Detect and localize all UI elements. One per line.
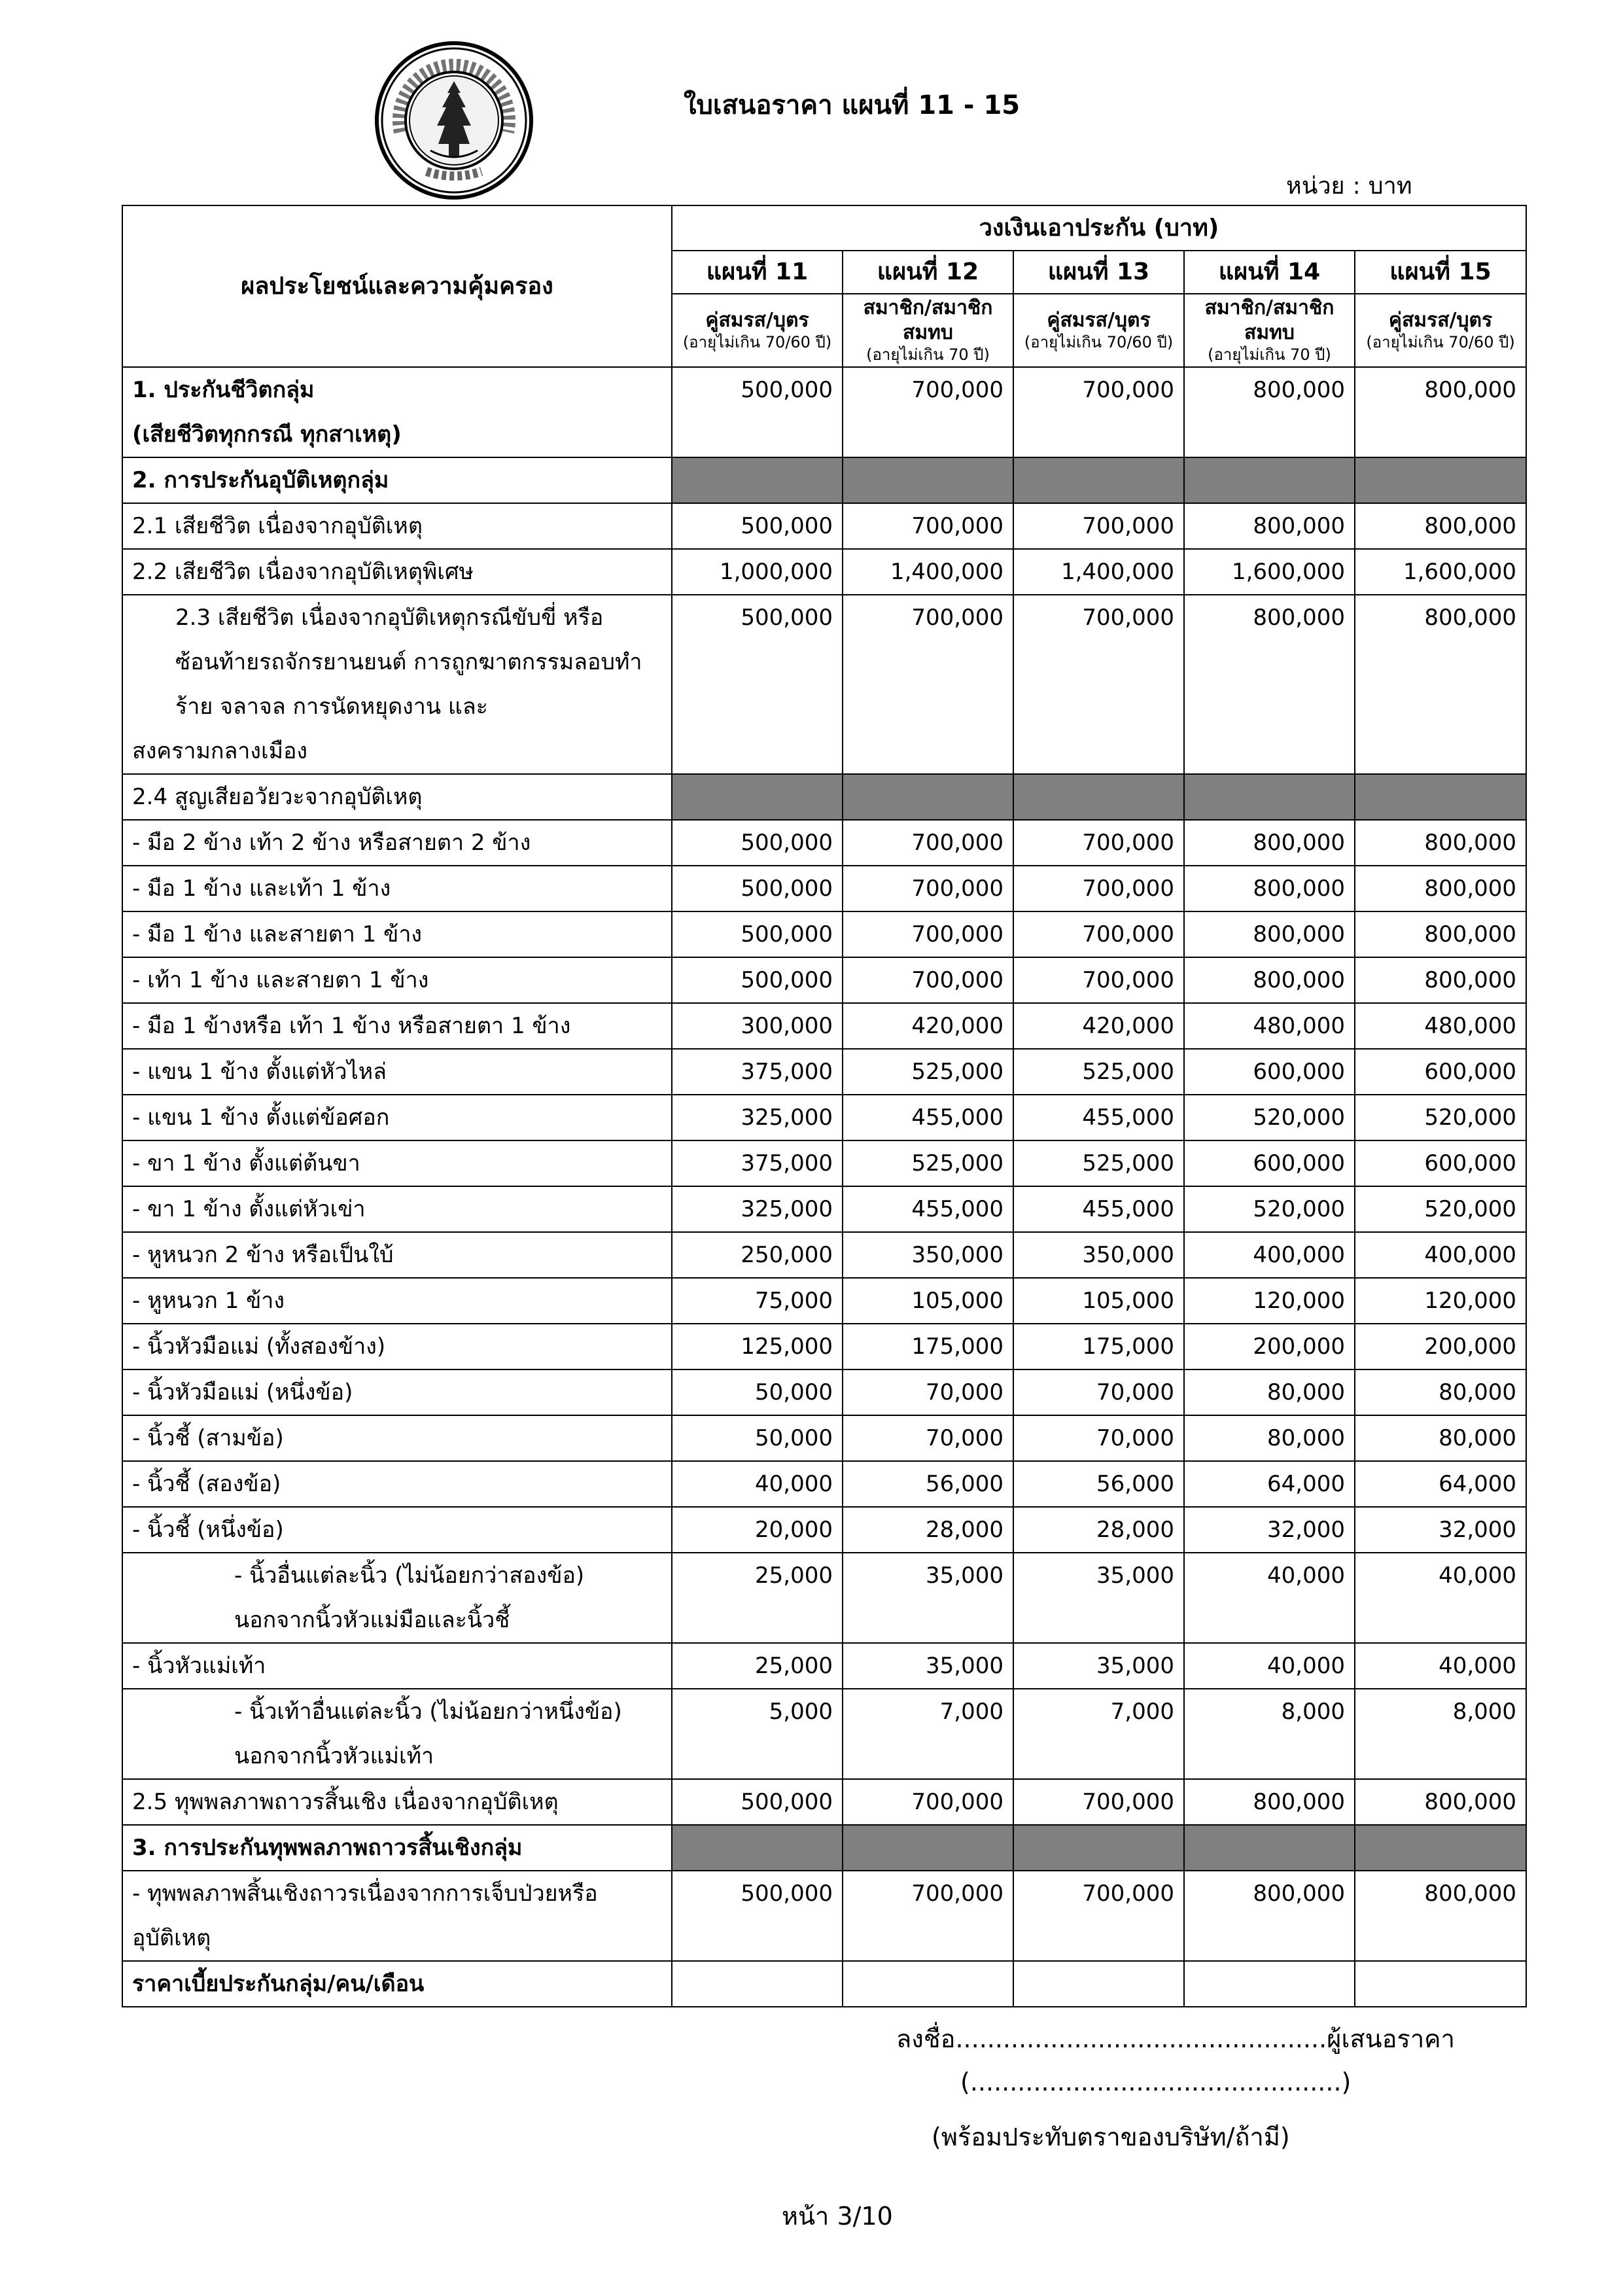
shaded-cell (843, 1825, 1013, 1871)
sum-insured-cell: 800,000 (1355, 503, 1526, 549)
sum-insured-cell: 480,000 (1355, 1003, 1526, 1049)
table-row (122, 1186, 1526, 1232)
benefit-label-line: อุบัติเหตุ (132, 1925, 211, 1952)
sum-insured-cell: 175,000 (843, 1324, 1013, 1369)
premium-cell (1184, 1961, 1355, 2007)
sum-insured-cell: 325,000 (672, 1095, 843, 1140)
table-row (122, 1961, 1526, 2007)
sum-insured-cell: 70,000 (843, 1415, 1013, 1461)
sum-insured-cell: 800,000 (1184, 820, 1355, 866)
benefit-label-line: - นิ้วชี้ (หนึ่งข้อ) (132, 1517, 284, 1544)
sum-insured-cell: 420,000 (1013, 1003, 1184, 1049)
sum-insured-cell: 800,000 (1184, 957, 1355, 1003)
benefit-label (122, 820, 672, 866)
sum-insured-cell: 35,000 (1013, 1553, 1184, 1643)
benefit-label (122, 1461, 672, 1507)
sum-insured-cell: 35,000 (843, 1643, 1013, 1689)
benefit-label-line: ซ้อนท้ายรถจักรยานยนต์ การถูกฆาตกรรมลอบทำ (175, 649, 642, 676)
benefit-label-line: 3. การประกันทุพพลภาพถาวรสิ้นเชิงกลุ่ม (132, 1835, 523, 1862)
sum-insured-cell: 125,000 (672, 1324, 843, 1369)
benefit-label-line: ร้าย จลาจล การนัดหยุดงาน และสงครามกลางเมือง (132, 694, 488, 765)
sum-insured-cell: 700,000 (1013, 957, 1184, 1003)
benefit-label (122, 911, 672, 957)
sum-insured-cell: 105,000 (1013, 1278, 1184, 1324)
sum-insured-cell: 120,000 (1184, 1278, 1355, 1324)
shaded-cell (1355, 774, 1526, 820)
shaded-cell (1355, 457, 1526, 503)
benefit-label (122, 957, 672, 1003)
sum-insured-cell: 700,000 (1013, 820, 1184, 866)
benefit-label-line: 2.4 สูญเสียอวัยวะจากอุบัติเหตุ (132, 784, 423, 811)
sum-insured-cell: 40,000 (1355, 1553, 1526, 1643)
benefit-label (122, 457, 672, 503)
benefit-label-line: - เท้า 1 ข้าง และสายตา 1 ข้าง (132, 967, 429, 994)
shaded-cell (843, 457, 1013, 503)
benefit-label-line: - นิ้วหัวมือแม่ (หนึ่งข้อ) (132, 1379, 353, 1406)
sum-insured-cell: 1,600,000 (1355, 549, 1526, 595)
benefit-label (122, 1507, 672, 1553)
table-row (122, 1140, 1526, 1186)
benefit-label (122, 1324, 672, 1369)
benefit-label-line: - มือ 1 ข้าง และเท้า 1 ข้าง (132, 875, 391, 902)
table-row (122, 1461, 1526, 1507)
table-row (122, 1689, 1526, 1779)
sum-insured-cell: 400,000 (1355, 1232, 1526, 1278)
table-row (122, 549, 1526, 595)
sum-insured-cell: 520,000 (1184, 1095, 1355, 1140)
sum-insured-cell: 500,000 (672, 866, 843, 911)
shaded-cell (1013, 1825, 1184, 1871)
benefit-label-line: - นิ้วชี้ (สามข้อ) (132, 1425, 284, 1452)
signature-line: ลงชื่อ...............................................ผู้เสนอราคา (896, 2024, 1455, 2053)
benefit-label-line: ราคาเบี้ยประกันกลุ่ม/คน/เดือน (132, 1971, 425, 1998)
sum-insured-cell: 800,000 (1355, 595, 1526, 774)
sum-insured-cell: 520,000 (1355, 1186, 1526, 1232)
sum-insured-cell: 32,000 (1355, 1507, 1526, 1553)
table-row (122, 1232, 1526, 1278)
benefit-label (122, 1553, 672, 1643)
table-row (122, 1871, 1526, 1961)
benefit-label (122, 1415, 672, 1461)
sum-insured-cell: 800,000 (1184, 911, 1355, 957)
sum-insured-cell: 32,000 (1184, 1507, 1355, 1553)
benefit-label (122, 1003, 672, 1049)
premium-cell (1013, 1961, 1184, 2007)
sum-insured-cell: 56,000 (843, 1461, 1013, 1507)
sum-insured-cell: 1,600,000 (1184, 549, 1355, 595)
sum-insured-cell: 400,000 (1184, 1232, 1355, 1278)
sum-insured-cell: 105,000 (843, 1278, 1013, 1324)
sum-insured-cell: 520,000 (1184, 1186, 1355, 1232)
member-type-header: คู่สมรส/บุตร (อายุไม่เกิน 70/60 ปี) (1355, 294, 1526, 367)
sum-insured-cell: 20,000 (672, 1507, 843, 1553)
table-row (122, 774, 1526, 820)
table-row (122, 1049, 1526, 1095)
benefit-label-line: 2.5 ทุพพลภาพถาวรสิ้นเชิง เนื่องจากอุบัติเหตุ (132, 1789, 559, 1816)
benefit-label (122, 1871, 672, 1961)
benefit-label-line: 2.3 เสียชีวิต เนื่องจากอุบัติเหตุกรณีขับขี่ หรือ (175, 605, 604, 631)
sum-insured-cell: 800,000 (1184, 1871, 1355, 1961)
sum-insured-cell: 7,000 (843, 1689, 1013, 1779)
sum-insured-cell: 700,000 (1013, 1871, 1184, 1961)
benefit-label-line: - มือ 1 ข้างหรือ เท้า 1 ข้าง หรือสายตา 1 ข้าง (132, 1013, 571, 1040)
sum-insured-cell: 700,000 (843, 957, 1013, 1003)
shaded-cell (1355, 1825, 1526, 1871)
benefit-label-line: - ขา 1 ข้าง ตั้งแต่ต้นขา (132, 1150, 360, 1177)
sum-insured-cell: 700,000 (843, 911, 1013, 957)
table-row (122, 911, 1526, 957)
unit-separator: : (1352, 173, 1361, 200)
sum-insured-cell: 480,000 (1184, 1003, 1355, 1049)
benefit-label-line: - นิ้วชี้ (สองข้อ) (132, 1471, 281, 1498)
benefit-label (122, 774, 672, 820)
sum-insured-cell: 525,000 (1013, 1140, 1184, 1186)
sum-insured-cell: 600,000 (1184, 1140, 1355, 1186)
sum-insured-cell: 525,000 (843, 1140, 1013, 1186)
shaded-cell (672, 1825, 843, 1871)
benefit-label (122, 866, 672, 911)
sum-insured-cell: 175,000 (1013, 1324, 1184, 1369)
sum-insured-cell: 35,000 (843, 1553, 1013, 1643)
benefit-label-line: - ทุพพลภาพสิ้นเชิงถาวรเนื่องจากการเจ็บป่วยหรือ (132, 1881, 598, 1907)
sum-insured-cell: 8,000 (1184, 1689, 1355, 1779)
sum-insured-cell: 80,000 (1355, 1415, 1526, 1461)
shaded-cell (1184, 774, 1355, 820)
benefit-label (122, 1186, 672, 1232)
sum-insured-cell: 700,000 (843, 1779, 1013, 1825)
sum-insured-cell: 64,000 (1355, 1461, 1526, 1507)
sum-insured-cell: 500,000 (672, 503, 843, 549)
benefit-label-line: - นิ้วหัวแม่เท้า (132, 1653, 266, 1680)
sum-insured-cell: 50,000 (672, 1369, 843, 1415)
sum-insured-cell: 120,000 (1355, 1278, 1526, 1324)
plan-header: แผนที่ 12 (843, 251, 1013, 294)
table-row (122, 820, 1526, 866)
premium-cell (843, 1961, 1013, 2007)
table-row (122, 866, 1526, 911)
sum-insured-cell: 800,000 (1355, 957, 1526, 1003)
sum-insured-cell: 455,000 (843, 1095, 1013, 1140)
benefit-label-line: - แขน 1 ข้าง ตั้งแต่หัวไหล่ (132, 1059, 387, 1086)
unit-value: บาท (1368, 173, 1412, 200)
sum-insured-cell: 700,000 (1013, 866, 1184, 911)
plan-header: แผนที่ 13 (1013, 251, 1184, 294)
premium-cell (672, 1961, 843, 2007)
sum-insured-cell: 800,000 (1184, 1779, 1355, 1825)
sum-insured-cell: 500,000 (672, 1871, 843, 1961)
sum-insured-cell: 1,400,000 (843, 549, 1013, 595)
sum-insured-cell: 70,000 (843, 1369, 1013, 1415)
sum-insured-cell: 455,000 (1013, 1186, 1184, 1232)
sum-insured-cell: 700,000 (1013, 367, 1184, 457)
sum-insured-cell: 500,000 (672, 820, 843, 866)
sum-insured-cell: 800,000 (1184, 595, 1355, 774)
table-body (122, 367, 1526, 2007)
sum-insured-cell: 700,000 (1013, 503, 1184, 549)
sum-insured-cell: 80,000 (1355, 1369, 1526, 1415)
sum-insured-cell: 525,000 (1013, 1049, 1184, 1095)
table-row (122, 1003, 1526, 1049)
benefit-label-line: - มือ 2 ข้าง เท้า 2 ข้าง หรือสายตา 2 ข้าง (132, 830, 531, 857)
sum-insured-cell: 300,000 (672, 1003, 843, 1049)
premium-cell (1355, 1961, 1526, 2007)
sum-insured-cell: 200,000 (1355, 1324, 1526, 1369)
benefit-label (122, 1643, 672, 1689)
table-row (122, 1825, 1526, 1871)
benefit-label-line: นอกจากนิ้วหัวแม่มือและนิ้วชี้ (234, 1607, 510, 1634)
sum-insured-cell: 420,000 (843, 1003, 1013, 1049)
sum-insured-cell: 600,000 (1355, 1140, 1526, 1186)
signature-name-line: (...............................................) (960, 2068, 1352, 2096)
benefit-label-line: - ขา 1 ข้าง ตั้งแต่หัวเข่า (132, 1196, 366, 1223)
benefit-label (122, 1961, 672, 2007)
sum-insured-cell: 800,000 (1355, 820, 1526, 866)
sum-insured-cell: 28,000 (1013, 1507, 1184, 1553)
benefit-label-line: - นิ้วหัวมือแม่ (ทั้งสองข้าง) (132, 1333, 386, 1360)
table-row (122, 1324, 1526, 1369)
sum-insured-cell: 800,000 (1355, 911, 1526, 957)
sum-insured-cell: 700,000 (843, 820, 1013, 866)
sum-insured-cell: 80,000 (1184, 1369, 1355, 1415)
sum-insured-cell: 40,000 (1355, 1643, 1526, 1689)
benefit-label (122, 1278, 672, 1324)
table-row (122, 1779, 1526, 1825)
benefit-label (122, 1825, 672, 1871)
sum-insured-cell: 40,000 (1184, 1553, 1355, 1643)
benefit-label-line: 2. การประกันอุบัติเหตุกลุ่ม (132, 467, 389, 494)
sum-insured-cell: 520,000 (1355, 1095, 1526, 1140)
page-title: ใบเสนอราคา แผนที่ 11 - 15 (684, 90, 1021, 120)
table-row (122, 1278, 1526, 1324)
sum-insured-cell: 500,000 (672, 367, 843, 457)
sum-insured-cell: 25,000 (672, 1553, 843, 1643)
sum-insured-cell: 1,400,000 (1013, 549, 1184, 595)
sum-insured-cell: 700,000 (1013, 911, 1184, 957)
sum-insured-cell: 8,000 (1355, 1689, 1526, 1779)
sum-insured-cell: 800,000 (1184, 503, 1355, 549)
sum-insured-cell: 40,000 (672, 1461, 843, 1507)
benefit-label-line: - แขน 1 ข้าง ตั้งแต่ข้อศอก (132, 1104, 390, 1131)
sum-insured-cell: 700,000 (843, 1871, 1013, 1961)
plan-header: แผนที่ 15 (1355, 251, 1526, 294)
sum-insured-cell: 28,000 (843, 1507, 1013, 1553)
table-row (122, 1643, 1526, 1689)
shaded-cell (1013, 774, 1184, 820)
shaded-cell (672, 774, 843, 820)
sum-insured-cell: 700,000 (1013, 1779, 1184, 1825)
sum-insured-cell: 700,000 (843, 866, 1013, 911)
sum-insured-cell: 500,000 (672, 595, 843, 774)
sum-insured-cell: 700,000 (1013, 595, 1184, 774)
benefit-label-line: - นิ้วอื่นแต่ละนิ้ว (ไม่น้อยกว่าสองข้อ) (234, 1563, 585, 1589)
sum-insured-cell: 200,000 (1184, 1324, 1355, 1369)
table-row (122, 503, 1526, 549)
unit-label-text: หน่วย (1286, 173, 1345, 200)
sum-insured-cell: 25,000 (672, 1643, 843, 1689)
sum-insured-cell: 500,000 (672, 957, 843, 1003)
page-number: หน้า 3/10 (782, 2202, 893, 2231)
benefit-label (122, 1049, 672, 1095)
sum-insured-cell: 700,000 (843, 367, 1013, 457)
table-row (122, 1095, 1526, 1140)
sum-insured-cell: 500,000 (672, 911, 843, 957)
unit-label (1282, 167, 1416, 204)
sum-insured-cell: 800,000 (1355, 1779, 1526, 1825)
benefit-label (122, 1369, 672, 1415)
table-row (122, 1415, 1526, 1461)
table-row (122, 1369, 1526, 1415)
coverage-table (122, 205, 1527, 2007)
sum-insured-cell: 40,000 (1184, 1643, 1355, 1689)
table-row (122, 457, 1526, 503)
sum-insured-cell: 600,000 (1355, 1049, 1526, 1095)
benefit-label-line: - มือ 1 ข้าง และสายตา 1 ข้าง (132, 921, 423, 948)
benefit-label-line: - หูหนวก 2 ข้าง หรือเป็นใบ้ (132, 1242, 394, 1269)
sum-insured-cell: 35,000 (1013, 1643, 1184, 1689)
sum-insured-cell: 525,000 (843, 1049, 1013, 1095)
sum-insured-cell: 350,000 (843, 1232, 1013, 1278)
member-type-header: สมาชิก/สมาชิกสมทบ (อายุไม่เกิน 70 ปี) (843, 294, 1013, 367)
benefit-label-line: - หูหนวก 1 ข้าง (132, 1288, 285, 1315)
benefit-label (122, 1779, 672, 1825)
benefit-label-line: นอกจากนิ้วหัวแม่เท้า (234, 1743, 434, 1770)
sum-insured-cell: 7,000 (1013, 1689, 1184, 1779)
table-row (122, 1507, 1526, 1553)
sum-insured-cell: 325,000 (672, 1186, 843, 1232)
shaded-cell (1013, 457, 1184, 503)
sum-insured-cell: 80,000 (1184, 1415, 1355, 1461)
benefit-label-line: (เสียชีวิตทุกกรณี ทุกสาเหตุ) (132, 421, 402, 448)
sum-insured-cell: 75,000 (672, 1278, 843, 1324)
sum-insured-cell: 1,000,000 (672, 549, 843, 595)
table-row (122, 595, 1526, 774)
benefit-label-line: 2.2 เสียชีวิต เนื่องจากอุบัติเหตุพิเศษ (132, 559, 474, 586)
benefit-label (122, 1140, 672, 1186)
sum-insured-cell: 5,000 (672, 1689, 843, 1779)
plan-header: แผนที่ 14 (1184, 251, 1355, 294)
sum-insured-cell: 700,000 (843, 595, 1013, 774)
signature-stamp-note: (พร้อมประทับตราของบริษัท/ถ้ามี) (932, 2123, 1290, 2151)
sum-insured-cell: 70,000 (1013, 1369, 1184, 1415)
cooperative-seal-logo (374, 41, 534, 200)
sum-insured-cell: 50,000 (672, 1415, 843, 1461)
table-row (122, 367, 1526, 457)
member-type-header: สมาชิก/สมาชิกสมทบ (อายุไม่เกิน 70 ปี) (1184, 294, 1355, 367)
sum-insured-cell: 250,000 (672, 1232, 843, 1278)
benefit-label (122, 595, 672, 774)
coverage-header: วงเงินเอาประกัน (บาท) (672, 205, 1526, 251)
shaded-cell (672, 457, 843, 503)
shaded-cell (1184, 1825, 1355, 1871)
benefit-label-line: 2.1 เสียชีวิต เนื่องจากอุบัติเหตุ (132, 513, 423, 540)
sum-insured-cell: 800,000 (1355, 1871, 1526, 1961)
sum-insured-cell: 70,000 (1013, 1415, 1184, 1461)
benefit-label (122, 1232, 672, 1278)
sum-insured-cell: 455,000 (1013, 1095, 1184, 1140)
sum-insured-cell: 56,000 (1013, 1461, 1184, 1507)
sum-insured-cell: 500,000 (672, 1779, 843, 1825)
benefit-label-line: 1. ประกันชีวิตกลุ่ม (132, 377, 315, 404)
shaded-cell (843, 774, 1013, 820)
table-row (122, 1553, 1526, 1643)
sum-insured-cell: 455,000 (843, 1186, 1013, 1232)
sum-insured-cell: 800,000 (1355, 866, 1526, 911)
benefit-label (122, 1689, 672, 1779)
plan-header: แผนที่ 11 (672, 251, 843, 294)
sum-insured-cell: 800,000 (1355, 367, 1526, 457)
shaded-cell (1184, 457, 1355, 503)
benefit-label (122, 1095, 672, 1140)
benefit-label-line: - นิ้วเท้าอื่นแต่ละนิ้ว (ไม่น้อยกว่าหนึ่งข้อ) (234, 1699, 622, 1725)
benefit-label (122, 367, 672, 457)
benefit-header: ผลประโยชน์และความคุ้มครอง (122, 205, 672, 367)
sum-insured-cell: 800,000 (1184, 367, 1355, 457)
benefit-label (122, 503, 672, 549)
benefit-label (122, 549, 672, 595)
member-type-header: คู่สมรส/บุตร (อายุไม่เกิน 70/60 ปี) (1013, 294, 1184, 367)
sum-insured-cell: 64,000 (1184, 1461, 1355, 1507)
sum-insured-cell: 375,000 (672, 1140, 843, 1186)
table-row (122, 957, 1526, 1003)
sum-insured-cell: 800,000 (1184, 866, 1355, 911)
sum-insured-cell: 350,000 (1013, 1232, 1184, 1278)
sum-insured-cell: 375,000 (672, 1049, 843, 1095)
sum-insured-cell: 600,000 (1184, 1049, 1355, 1095)
member-type-header: คู่สมรส/บุตร (อายุไม่เกิน 70/60 ปี) (672, 294, 843, 367)
sum-insured-cell: 700,000 (843, 503, 1013, 549)
